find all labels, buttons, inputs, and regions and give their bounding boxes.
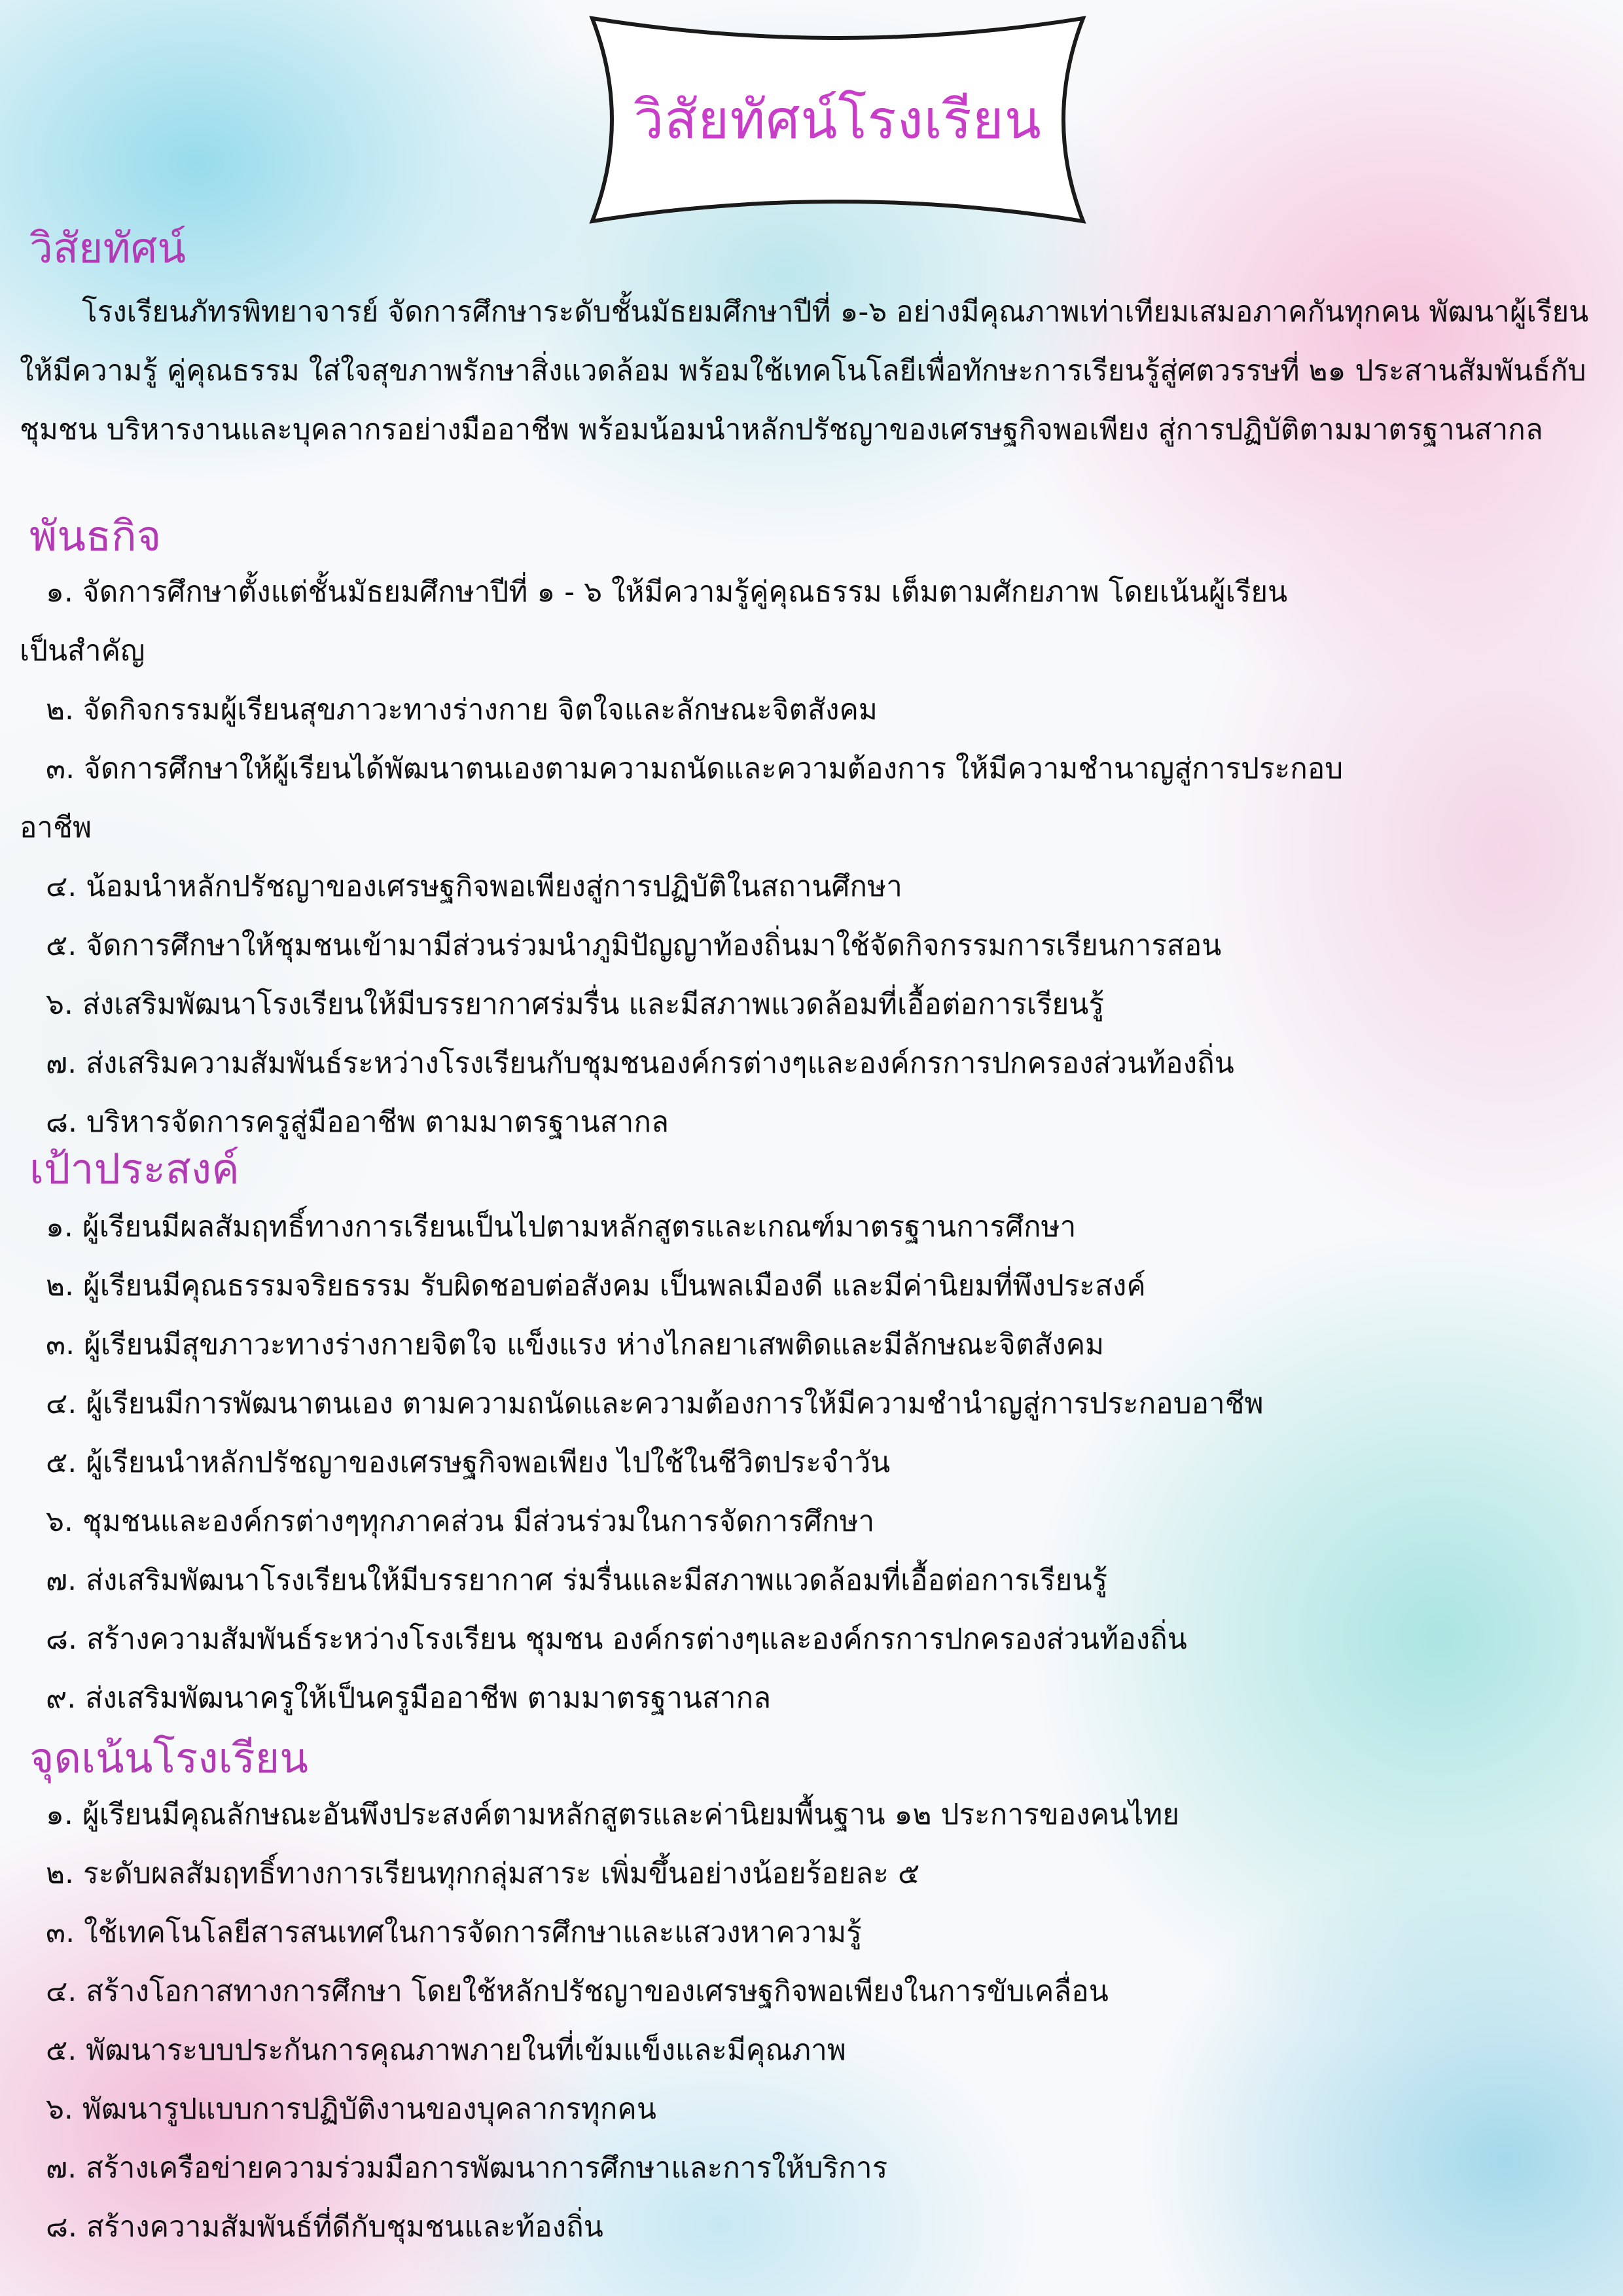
list-item: ๔. น้อมนำหลักปรัชญาของเศรษฐกิจพอเพียงสู่การปฏิบัติในสถานศึกษา [46, 870, 902, 903]
mission-heading: พันธกิจ [29, 512, 162, 561]
list-item: ๕. ผู้เรียนนำหลักปรัชญาของเศรษฐกิจพอเพียง ไปใช้ในชีวิตประจำวัน [46, 1446, 891, 1479]
list-item: ๒. ผู้เรียนมีคุณธรรมจริยธรรม รับผิดชอบต่อสังคม เป็นพลเมืองดี และมีค่านิยมที่พึงประสงค์ [46, 1269, 1146, 1302]
list-item: ๔. สร้างโอกาสทางการศึกษา โดยใช้หลักปรัชญาของเศรษฐกิจพอเพียงในการขับเคลื่อน [46, 1975, 1109, 2008]
goals-list [46, 1198, 1603, 1728]
goals-heading: เป้าประสงค์ [29, 1145, 240, 1194]
vision-paragraph: โรงเรียนภัทรพิทยาจารย์ จัดการศึกษาระดับชั้นมัธยมศึกษาปีที่ ๑-๖ อย่างมีคุณภาพเท่าเทียมเสมอภาคกันทุกคน พัฒนาผู้เรียนให้มีความรู้ คู่คุณธรรม ใส่ใจสุขภาพรักษาสิ่งแวดล้อม พร้อมใช้เทคโนโลยีเพื่อทักษะการเรียนรู้สู่ศตวรรษที่ ๒๑ ประสานสัมพันธ์กับชุมชน บริหารงานและบุคลากรอย่างมืออาชีพ พร้อมน้อมนำหลักปรัชญาของเศรษฐกิจพอเพียง สู่การปฏิบัติตามมาตรฐานสากล [20, 295, 1589, 446]
list-item: ๘. สร้างความสัมพันธ์ระหว่างโรงเรียน ชุมชน องค์กรต่างๆและองค์กรการปกครองส่วนท้องถิ่น [46, 1623, 1187, 1656]
list-item: ๑. ผู้เรียนมีคุณลักษณะอันพึงประสงค์ตามหลักสูตรและค่านิยมพื้นฐาน ๑๒ ประการของคนไทย [46, 1798, 1180, 1831]
page-title: วิสัยทัศน์โรงเรียน [633, 89, 1042, 151]
focus-heading: จุดเน้นโรงเรียน [29, 1734, 308, 1783]
list-item: ๕. พัฒนาระบบประกันการคุณภาพภายในที่เข้มแข็งและมีคุณภาพ [46, 2034, 846, 2067]
focus-list [46, 1785, 1603, 2257]
list-item: ๙. ส่งเสริมพัฒนาครูให้เป็นครูมืออาชีพ ตามมาตรฐานสากล [46, 1681, 772, 1715]
list-item: ๗. ส่งเสริมความสัมพันธ์ระหว่างโรงเรียนกับชุมชนองค์กรต่างๆและองค์กรการปกครองส่วนท้องถิ่น [46, 1047, 1234, 1080]
list-item: ๑. ผู้เรียนมีผลสัมฤทธิ์ทางการเรียนเป็นไปตามหลักสูตรและเกณฑ์มาตรฐานการศึกษา [46, 1210, 1077, 1244]
list-item: ๓. ใช้เทคโนโลยีสารสนเทศในการจัดการศึกษาและแสวงหาความรู้ [46, 1916, 862, 1949]
list-item: ๒. จัดกิจกรรมผู้เรียนสุขภาวะทางร่างกาย จิตใจและลักษณะจิตสังคม [46, 693, 878, 726]
list-item: ๔. ผู้เรียนมีการพัฒนาตนเอง ตามความถนัดและความต้องการให้มีความชำนำญสู่การประกอบอาชีพ [46, 1387, 1264, 1420]
list-item: ๓. จัดการศึกษาให้ผู้เรียนได้พัฒนาตนเองตามความถนัดและความต้องการ ให้มีความชำนาญสู่การประกอบ อาชีพ [20, 752, 1344, 844]
list-item: ๖. ส่งเสริมพัฒนาโรงเรียนให้มีบรรยากาศร่มรื่น และมีสภาพแวดล้อมที่เอื้อต่อการเรียนรู้ [46, 988, 1104, 1021]
list-item: ๗. สร้างเครือข่ายความร่วมมือการพัฒนาการศึกษาและการให้บริการ [46, 2151, 888, 2185]
list-item: ๘. สร้างความสัมพันธ์ที่ดีกับชุมชนและท้องถิ่น [46, 2210, 603, 2244]
vision-heading: วิสัยทัศน์ [29, 224, 187, 273]
list-item: ๖. พัฒนารูปแบบการปฏิบัติงานของบุคลากรทุกคน [46, 2092, 656, 2126]
list-item: ๗. ส่งเสริมพัฒนาโรงเรียนให้มีบรรยากาศ ร่มรื่นและมีสภาพแวดล้อมที่เอื้อต่อการเรียนรู้ [46, 1564, 1108, 1597]
list-item: ๑. จัดการศึกษาตั้งแต่ชั้นมัธยมศึกษาปีที่ ๑ - ๖ ให้มีความรู้คู่คุณธรรม เต็มตามศักยภาพ โดยเน้นผู้เรียน เป็นสำคัญ [20, 575, 1288, 668]
list-item: ๖. ชุมชนและองค์กรต่างๆทุกภาคส่วน มีส่วนร่วมในการจัดการศึกษา [46, 1505, 875, 1538]
mission-list [20, 563, 1603, 1152]
list-item: ๒. ระดับผลสัมฤทธิ์ทางการเรียนทุกกลุ่มสาระ เพิ่มขึ้นอย่างน้อยร้อยละ ๕ [46, 1857, 920, 1890]
list-item: ๘. บริหารจัดการครูสู่มืออาชีพ ตามมาตรฐานสากล [46, 1105, 669, 1139]
list-item: ๓. ผู้เรียนมีสุขภาวะทางร่างกายจิตใจ แข็งแรง ห่างไกลยาเสพติดและมีลักษณะจิตสังคม [46, 1328, 1105, 1361]
title-banner [586, 12, 1090, 228]
list-item: ๕. จัดการศึกษาให้ชุมชนเข้ามามีส่วนร่วมนำภูมิปัญญาท้องถิ่นมาใช้จัดกิจกรรมการเรียนการสอน [46, 929, 1222, 962]
